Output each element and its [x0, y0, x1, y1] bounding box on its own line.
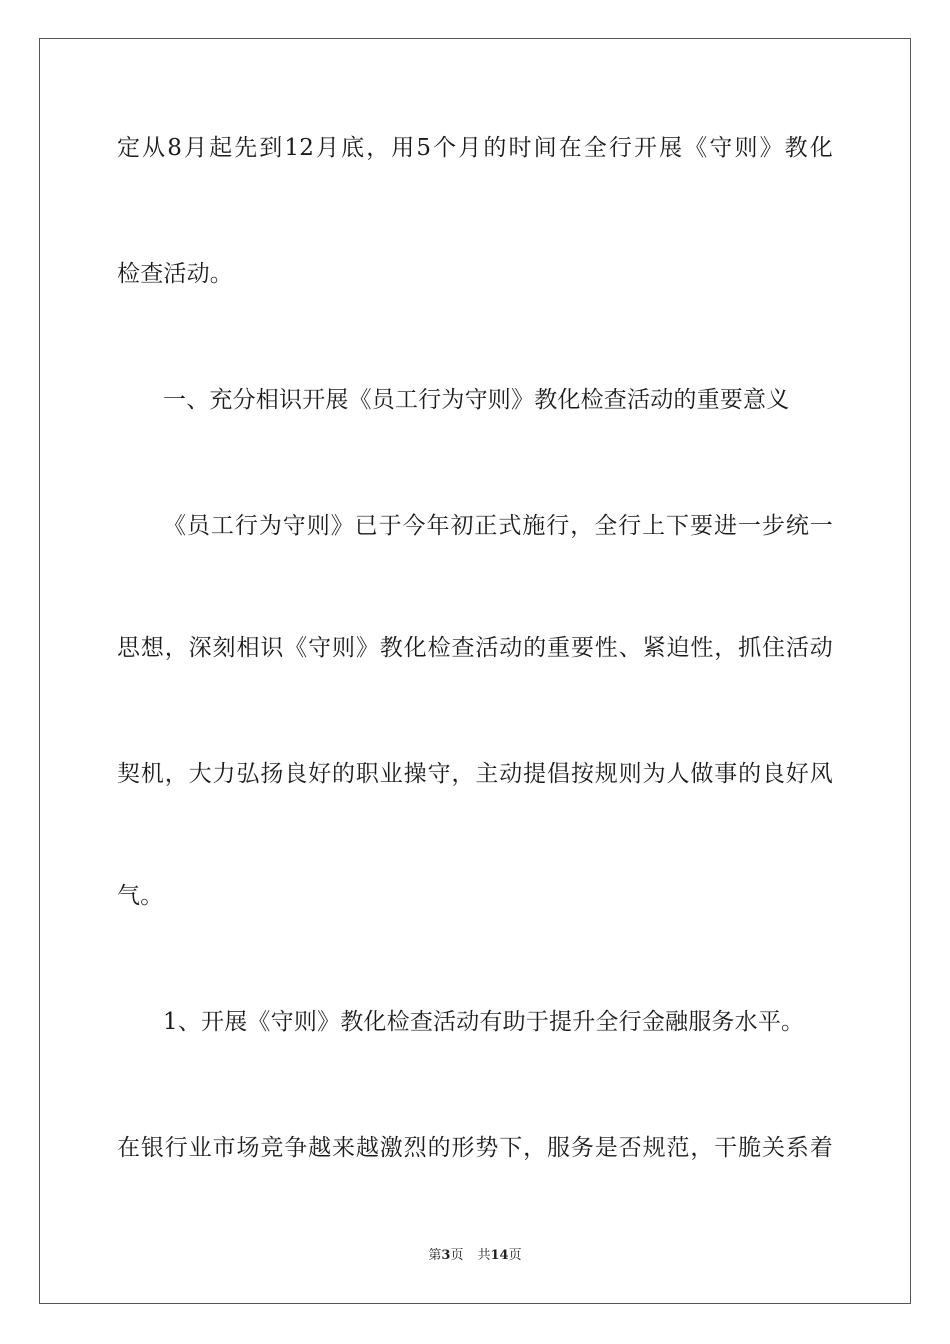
text-line-5: 思想，深刻相识《守则》教化检查活动的重要性、紧迫性，抓住活动 — [117, 635, 833, 661]
subsection-heading: 1、开展《守则》教化检查活动有助于提升全行金融服务水平。 — [163, 1009, 805, 1035]
page-border — [39, 38, 911, 1304]
text-line-2: 检查活动。 — [117, 261, 233, 287]
footer-page-number: 3 — [441, 1248, 451, 1263]
footer-page-prefix: 第 — [428, 1248, 442, 1263]
text-line-6: 契机，大力弘扬良好的职业操守，主动提倡按规则为人做事的良好风 — [117, 761, 833, 787]
section-heading: 一、充分相识开展《员工行为守则》教化检查活动的重要意义 — [163, 387, 790, 413]
text-line-7: 气。 — [117, 883, 164, 909]
footer-total-suffix: 页 — [508, 1248, 522, 1263]
text-line-4: 《员工行为守则》已于今年初正式施行，全行上下要进一步统一 — [163, 513, 833, 539]
footer-total-pages: 14 — [490, 1248, 509, 1263]
footer-page-suffix: 页 — [450, 1248, 464, 1263]
footer-total-prefix: 共 — [477, 1248, 491, 1263]
text-line-1: 定从8月起先到12月底，用5个月的时间在全行开展《守则》教化 — [117, 135, 833, 161]
text-line-9: 在银行业市场竞争越来越激烈的形势下，服务是否规范，干脆关系着 — [117, 1135, 833, 1161]
page-footer — [0, 1247, 950, 1265]
